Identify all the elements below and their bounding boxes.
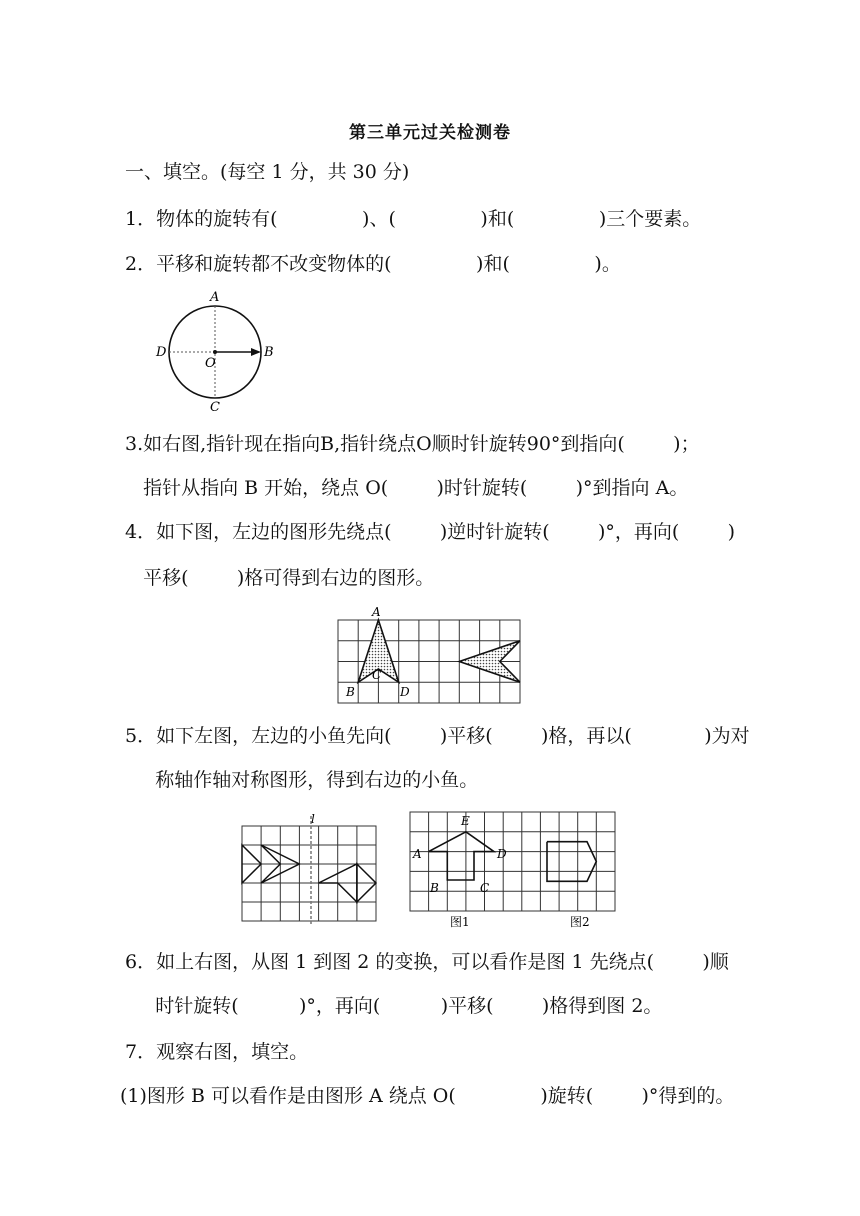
question-6-line1: 6．如上右图，从图 1 到图 2 的变换，可以看作是图 1 先绕点( )顺 xyxy=(125,951,729,973)
question-7: 7．观察右图，填空。 xyxy=(125,1041,309,1063)
q4-label-a: A xyxy=(372,605,381,619)
q4-label-b: B xyxy=(346,685,355,699)
q4-label-c: C xyxy=(372,668,382,682)
q6-label-b: B xyxy=(430,881,439,895)
question-6-line2: 时针旋转( )°，再向( )平移( )格得到图 2。 xyxy=(125,995,663,1017)
q6-label-c: C xyxy=(480,881,490,895)
q5-label-l: l xyxy=(311,812,315,826)
label-b: B xyxy=(264,345,274,360)
question-4-line2: 平移( )格可得到右边的图形。 xyxy=(125,567,435,589)
q6-label-e: E xyxy=(461,814,470,828)
q6-label-a: A xyxy=(413,847,422,861)
q6-label-d: D xyxy=(497,847,507,861)
question-2: 2．平移和旋转都不改变物体的( )和( )。 xyxy=(125,253,621,275)
q6-caption-1: 图1 xyxy=(450,915,470,929)
question-5-line2: 称轴作轴对称图形，得到右边的小鱼。 xyxy=(125,769,479,791)
question-7-part-1: (1)图形 B 可以看作是由图形 A 绕点 O( )旋转( )°得到的。 xyxy=(120,1085,735,1107)
label-o: O xyxy=(205,356,216,371)
section-heading: 一、填空。(每空 1 分，共 30 分) xyxy=(125,161,410,183)
question-4-line1: 4．如下图，左边的图形先绕点( )逆时针旋转( )°，再向( ) xyxy=(125,521,736,543)
label-d: D xyxy=(156,345,167,360)
circle-pointer-figure xyxy=(150,288,285,418)
question-3-line1: 3.如右图,指针现在指向B,指针绕点O顺时针旋转90°到指向( )； xyxy=(125,433,700,455)
q5-fish-figure xyxy=(238,808,382,926)
label-a: A xyxy=(210,290,220,305)
question-5-line1: 5．如下左图，左边的小鱼先向( )平移( )格，再以( )为对 xyxy=(125,725,750,747)
q6-arrow-figure xyxy=(408,808,620,932)
page-title: 第三单元过关检测卷 xyxy=(349,123,511,143)
label-c: C xyxy=(210,400,220,415)
question-1: 1．物体的旋转有( )、( )和( )三个要素。 xyxy=(125,208,702,230)
q6-caption-2: 图2 xyxy=(570,915,590,929)
q4-grid-figure xyxy=(332,602,524,706)
q4-label-d: D xyxy=(400,685,410,699)
question-3-line2: 指针从指向 B 开始，绕点 O( )时针旋转( )°到指向 A。 xyxy=(125,477,689,499)
